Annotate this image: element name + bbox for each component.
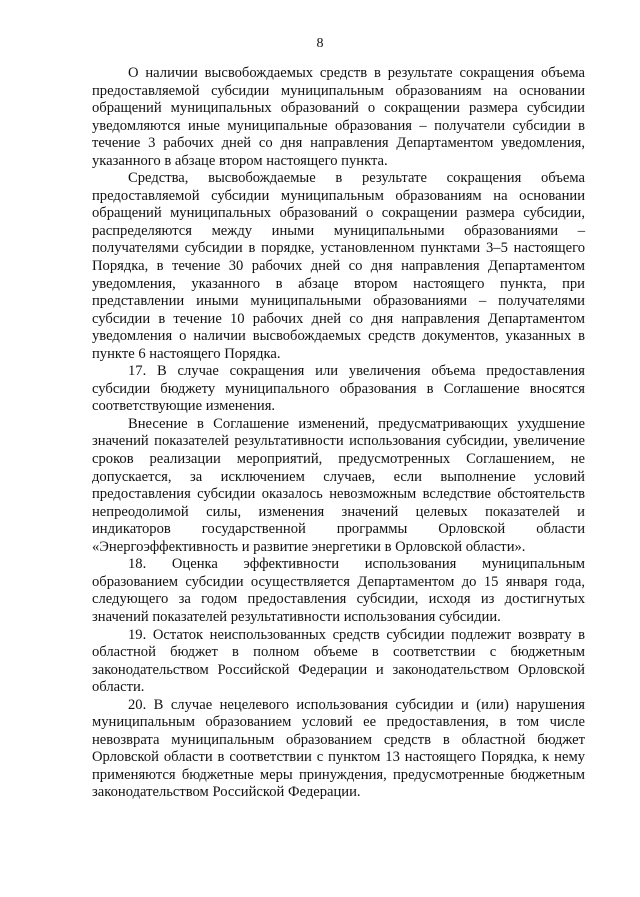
paragraph-agreement-changes: Внесение в Соглашение изменений, предусматривающих ухудшение значений показателей результативности использования субсидии, увеличение сроков реализации мероприятий, предусмотренных Соглашением, не допускается, за исключением случаев, если выполнение условий предоставления субсидии оказалось невозможным вследствие обстоятельств непреодолимой силы, изменения значений целевых показателей и индикаторов государственной программы Орловской области «Энергоэффективность и развитие энергетики в Орловской области». — [92, 415, 585, 555]
paragraph-item-18: 18. Оценка эффективности использования муниципальным образованием субсидии осуществляется Департаментом до 15 января года, следующего за годом предоставления субсидии, исходя из достигнутых значений показателей результативности использования субсидии. — [92, 556, 585, 625]
document-body — [92, 65, 585, 802]
page-number: 8 — [316, 36, 324, 51]
paragraph-funds-redistribution: Средства, высвобождаемые в результате сокращения объема предоставляемой субсидии муниципальным образованиям на основании обращений муниципальных образований о сокращении размера субсидии, распределяются между иными муниципальными образованиями – получателями субсидии в порядке, установленном пунктами 3–5 настоящего Порядка, в течение 30 рабочих дней со дня направления Департаментом уведомления, указанного в абзаце втором настоящего пункта, при представлении иными муниципальными образованиями – получателями субсидии в течение 10 рабочих дней со дня направления Департаментом уведомления о наличии высвобождаемых средств документов, указанных в пункте 6 настоящего Порядка. — [92, 170, 585, 362]
paragraph-item-19: 19. Остаток неиспользованных средств субсидии подлежит возврату в областной бюджет в полном объеме в соответствии с бюджетным законодательством Российской Федерации и законодательством Орловской области. — [92, 626, 585, 696]
paragraph-item-20: 20. В случае нецелевого использования субсидии и (или) нарушения муниципальным образованием условий ее предоставления, в том числе невозврата муниципальным образованием средств в областной бюджет Орловской области в соответствии с пунктом 13 настоящего Порядка, к нему применяются бюджетные меры принуждения, предусмотренные бюджетным законодательством Российской Федерации. — [92, 696, 585, 801]
paragraph-item-17: 17. В случае сокращения или увеличения объема предоставления субсидии бюджету муниципального образования в Соглашение вносятся соответствующие изменения. — [92, 363, 585, 415]
paragraph-released-funds-notice: О наличии высвобождаемых средств в результате сокращения объема предоставляемой субсидии муниципальным образованиям на основании обращений муниципальных образований о сокращении размера субсидии уведомляются иные муниципальные образования – получатели субсидии в течение 3 рабочих дней со дня направления Департаментом уведомления, указанного в абзаце втором настоящего пункта. — [92, 65, 585, 169]
